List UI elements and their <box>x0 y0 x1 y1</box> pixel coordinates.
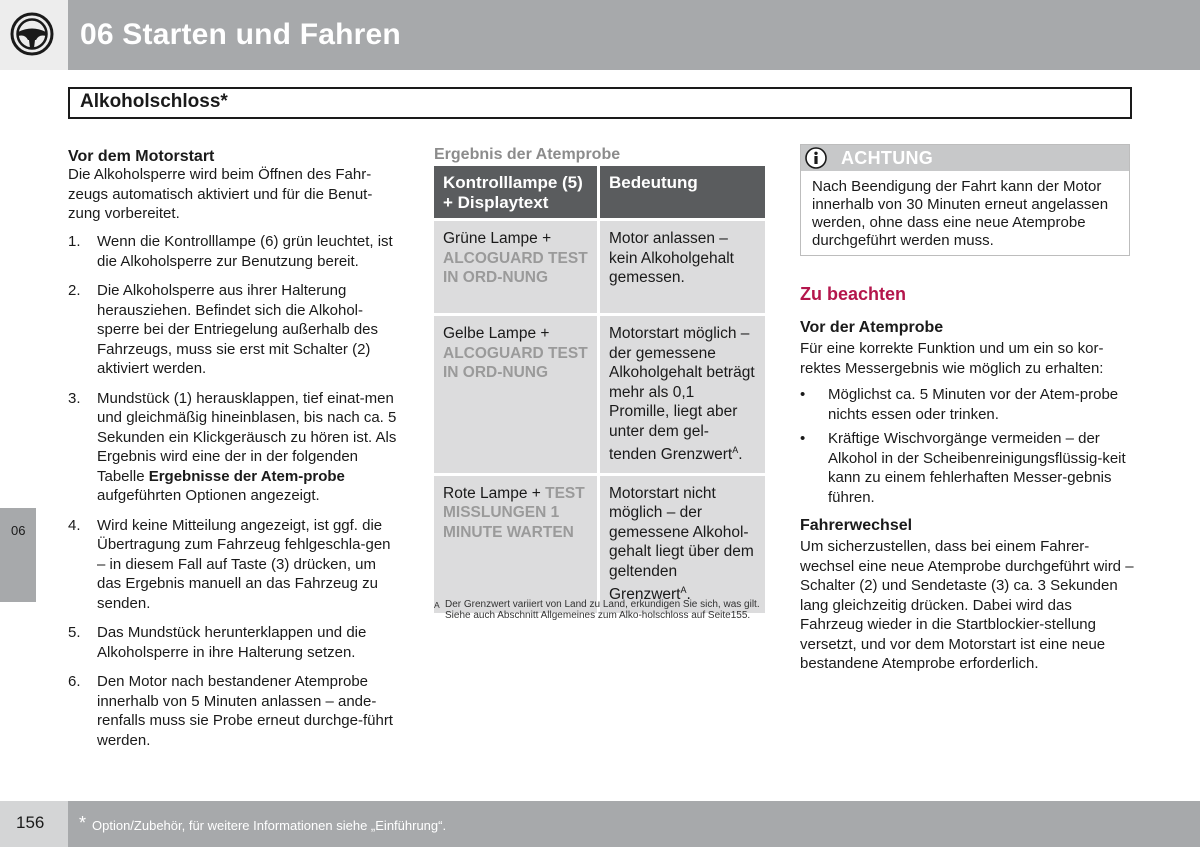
meaning-text: Motorstart möglich – der gemessene Alkoholgehalt beträgt mehr als 0,1 Promille, liegt aber unter dem gel-tenden Grenzwert <box>609 325 755 464</box>
table-header-row <box>434 166 765 221</box>
meaning-end: . <box>686 586 691 604</box>
footnote-letter: A <box>434 600 440 610</box>
left-intro: Die Alkoholsperre wird beim Öffnen des Fahr-zeugs automatisch aktiviert und für die Benut-zung vorbereitet. <box>68 166 373 222</box>
note-paragraph: Für eine korrekte Funktion und um ein so kor-rektes Messergebnis wie möglich zu erhalten: <box>800 340 1104 377</box>
steering-wheel-icon <box>10 12 54 56</box>
step-number: 2. <box>68 282 81 299</box>
bullet-text: Kräftige Wischvorgänge vermeiden – der Alkohol in der Scheibenreinigungsflüssig-keit kann zu einem fehlerhaften Messer-gebnis führen. <box>828 430 1126 506</box>
warning-label: ACHTUNG <box>841 148 934 168</box>
note-subheading-breath-test: Vor der Atemprobe <box>800 319 944 336</box>
page-number: 156 <box>16 813 45 832</box>
warning-text: Nach Beendigung der Fahrt kann der Motor innerhalb von 30 Minuten erneut angelassen werden, ohne dass eine neue Atemprobe durchgeführt werden muss. <box>812 178 1109 249</box>
meaning-cell <box>600 473 765 613</box>
list-item <box>68 516 402 614</box>
steps-list <box>68 232 402 760</box>
step-text: Mundstück (1) herausklappen, tief einat-men und gleichmäßig hineinblasen, bis nach ca. 5 Sekunden ein Klickgeräusch zu hören ist. Als Ergebnis wird eine der in der folgenden Tabelle <box>97 389 397 485</box>
footnote-marker: A <box>732 445 739 455</box>
footer-text: Option/Zubehör, für weitere Informationen siehe „Einführung“. <box>92 818 447 833</box>
meaning-text: Motor anlassen – kein Alkoholgehalt gemessen. <box>609 230 734 286</box>
step-number: 4. <box>68 516 81 534</box>
footer-asterisk: * <box>79 813 87 833</box>
bullet-icon: • <box>800 386 806 403</box>
step-text: Den Motor nach bestandener Atemprobe innerhalb von 5 Minuten anlassen – ande-renfalls muss sie Probe erneut durchge-führt werden. <box>97 673 393 749</box>
meaning-cell <box>600 221 765 313</box>
meaning-text: Motorstart nicht möglich – der gemessene Alkohol-gehalt liegt über dem geltenden Grenzwert <box>609 484 754 604</box>
list-item <box>68 281 402 379</box>
chapter-side-tab-label: 06 <box>11 523 26 538</box>
list-item <box>68 672 402 750</box>
step-text-end: aufgeführten Optionen angezeigt. <box>97 487 320 504</box>
breath-test-table <box>434 166 765 613</box>
step-text: Die Alkoholsperre aus ihrer Halterung herausziehen. Befindet sich die Alkohol-sperre bei der Entriegelung außerhalb des Fahrzeugs, muss sie erst mit Schalter (2) aktiviert werden. <box>97 282 379 377</box>
step-text: Wenn die Kontrolllampe (6) grün leuchtet, ist die Alkoholsperre zur Benutzung bereit. <box>97 233 393 270</box>
step-text: Das Mundstück herunterklappen und die Alkoholsperre in ihre Halterung setzen. <box>97 624 367 661</box>
table-footnote <box>434 600 766 621</box>
lamp-text: Gelbe Lampe + <box>443 325 550 342</box>
table-caption: Ergebnis der Atemprobe <box>434 146 621 163</box>
lamp-text: Grüne Lampe + <box>443 230 552 247</box>
note-heading: Zu beachten <box>800 284 907 304</box>
bullet-icon: • <box>800 430 806 447</box>
footnote-text: Der Grenzwert variiert von Land zu Land, erkundigen Sie sich, was gilt. Siehe auch Abschnitt Allgemeines zum Alko-holschloss auf Seite155. <box>445 599 760 621</box>
list-item <box>800 429 1132 507</box>
section-title: Alkoholschloss* <box>80 91 228 112</box>
note-paragraph-driver-change: Um sicherzustellen, dass bei einem Fahrer-wechsel eine neue Atemprobe durchgeführt wird – Schalter (2) und Sendetaste (3) ca. 3 Sekunden lang gleichzeitig drücken. Dabei wird das Fahrzeug wieder in die Startblockier-stellung versetzt, und vor dem Motorstart ist eine neue bestandene Atemprobe erforderlich. <box>800 538 1134 672</box>
note-subheading-driver-change: Fahrerwechsel <box>800 517 913 534</box>
left-heading: Vor dem Motorstart <box>68 148 215 165</box>
step-number: 3. <box>68 389 81 407</box>
table-reference: Ergebnisse der Atem-probe <box>148 467 345 485</box>
step-text: Wird keine Mitteilung angezeigt, ist ggf. die Übertragung zum Fahrzeug fehlgeschla-gen – in diesem Fall auf Taste (3) drücken, um das Ergebnis manuell an das Fahrzeug zu senden. <box>97 516 391 612</box>
step-number: 1. <box>68 233 81 250</box>
column-header-lamp: Kontrolllampe (5) + Displaytext <box>434 166 600 221</box>
display-text: ALCOGUARD TEST IN ORD-NUNG <box>443 344 588 381</box>
lamp-text: Rote Lampe + <box>443 484 541 502</box>
chapter-title: 06 Starten und Fahren <box>80 18 401 51</box>
list-item <box>68 623 402 662</box>
step-number: 5. <box>68 624 81 641</box>
column-header-meaning: Bedeutung <box>600 166 765 221</box>
lamp-cell <box>434 313 600 473</box>
list-item <box>68 389 402 506</box>
footnote-marker: A <box>680 585 687 596</box>
display-text: ALCOGUARD TEST IN ORD-NUNG <box>443 249 588 286</box>
list-item <box>800 385 1132 424</box>
display-text: TEST MISSLUNGEN 1 MINUTE WARTEN <box>443 484 585 541</box>
bullet-text: Möglichst ca. 5 Minuten vor der Atem-probe nichts essen oder trinken. <box>828 386 1119 423</box>
table-row <box>434 473 765 613</box>
meaning-cell <box>600 313 765 473</box>
step-number: 6. <box>68 673 81 690</box>
table-row <box>434 221 765 313</box>
info-icon <box>805 147 827 169</box>
note-bullet-list <box>800 385 1132 512</box>
meaning-end: . <box>738 446 743 464</box>
lamp-cell <box>434 221 600 313</box>
lamp-cell <box>434 473 600 613</box>
list-item <box>68 232 402 271</box>
table-row <box>434 313 765 473</box>
